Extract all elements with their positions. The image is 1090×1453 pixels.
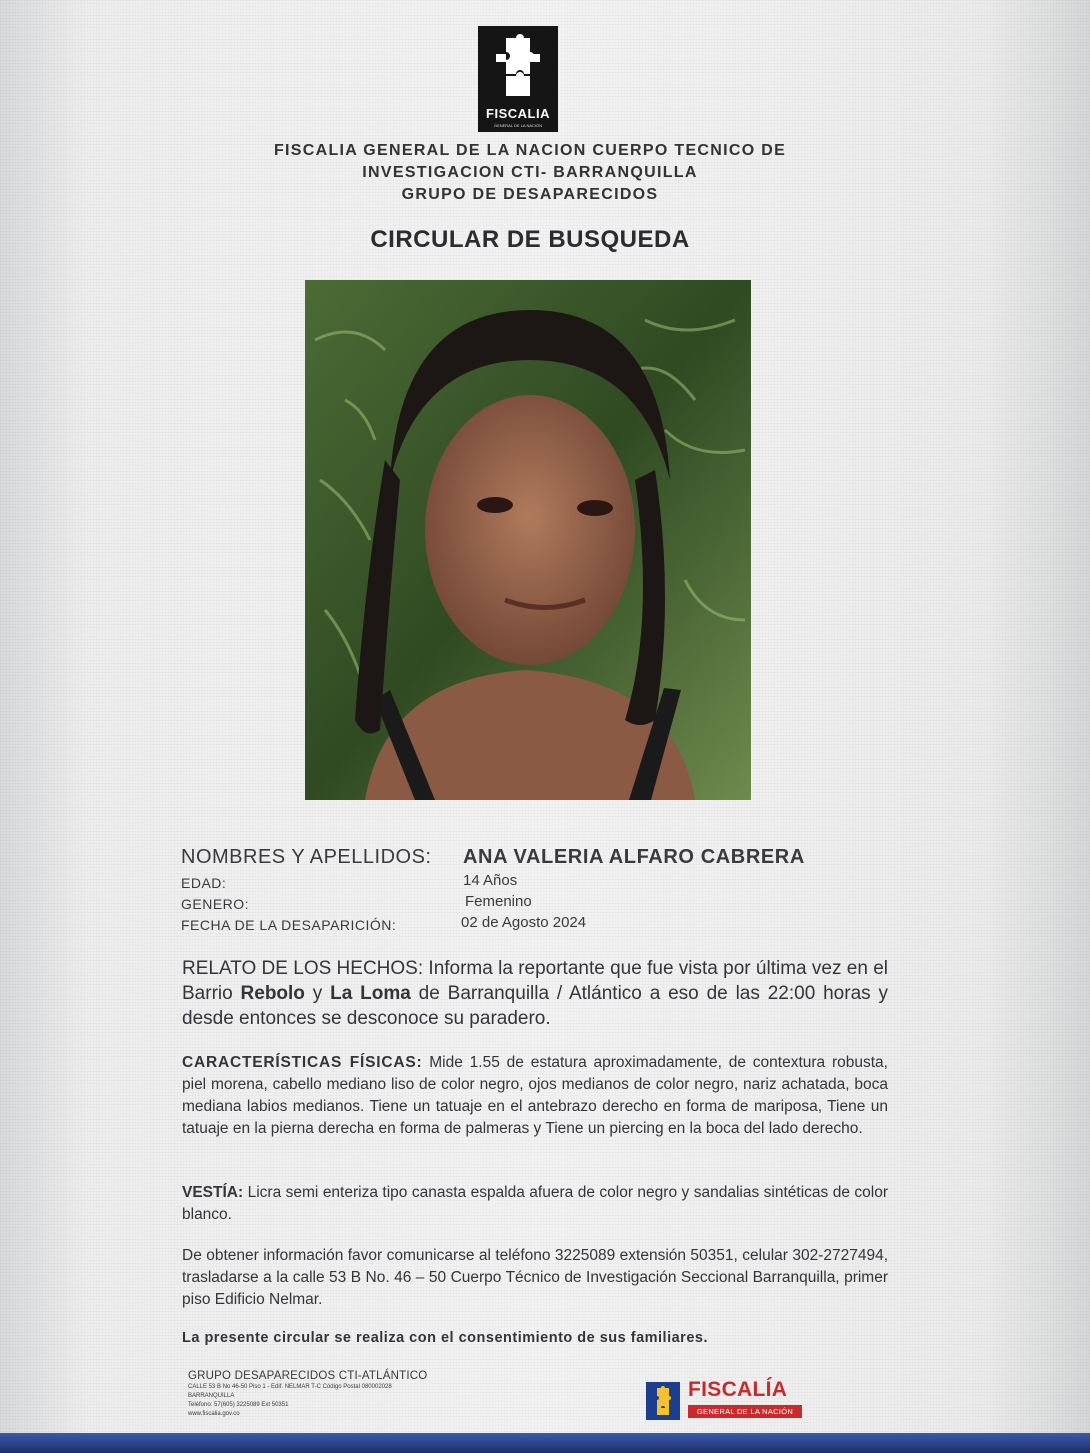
incident-text-b: y [304,983,331,1004]
age-row [181,872,881,893]
document-title: CIRCULAR DE BUSQUEDA [370,226,690,253]
puzzle-icon [646,1382,680,1420]
incident-label: RELATO DE LOS HECHOS: [182,958,424,979]
gender-value: Femenino [465,893,532,910]
date-row [181,914,881,935]
date-value: 02 de Agosto 2024 [461,914,587,931]
footer-fiscalia-logo [646,1378,806,1422]
footer-contact-block [188,1370,528,1418]
missing-person-photo [305,280,751,800]
header-line-1: FISCALIA GENERAL DE LA NACION CUERPO TECNICO DE [273,142,787,159]
incident-text-a: Informa la reportante que fue vista por última vez en el Barrio [182,958,888,1004]
name-value: ANA VALERIA ALFARO CABRERA [463,846,805,868]
footer-address: CALLE 53 B No 46-50 Piso 1 - Edif. NELMAR T-C Código Postal 080002028 [188,1384,392,1390]
fiscalia-logo [478,26,558,132]
gender-label: GENERO: [181,896,250,912]
institution-header [200,140,860,206]
physical-characteristics [182,1052,888,1140]
place-rebolo: Rebolo [240,983,305,1004]
contact-information: De obtener información favor comunicarse al teléfono 3225089 extensión 50351, celular 302-2727494, trasladarse a la calle 53 B No. 46 – 50 Cuerpo Técnico de Investigación Seccional Barranquilla, primer piso Edificio Nelmar. [182,1247,888,1308]
name-row [181,844,881,872]
person-details [181,844,881,935]
characteristics-label: CARACTERÍSTICAS FÍSICAS: [182,1054,423,1071]
logo-name: FISCALIA [486,106,550,121]
clothing-description [182,1182,888,1226]
screen-bottom-edge [0,1433,1090,1453]
logo-subtitle: GENERAL DE LA NACIÓN [493,123,543,128]
age-label: EDAD: [181,875,227,891]
date-label: FECHA DE LA DESAPARICIÓN: [181,917,397,933]
characteristics-text: Mide 1.55 de estatura aproximadamente, de contextura robusta, piel morena, cabello mediano liso de color negro, ojos medianos de color negro, nariz achatada, boca mediana labios medianos. Tiene un tatuaje en el antebrazo derecho en forma de mariposa, Tiene un tatuaje en la pierna derecha en forma de palmeras y Tiene un piercing en la boca del lado derecho. [182,1054,888,1137]
footer-logo-subtitle: GENERAL DE LA NACIÓN [688,1405,802,1418]
footer-group: GRUPO DESAPARECIDOS CTI-ATLÁNTICO [188,1370,428,1382]
clothing-text: Licra semi enteriza tipo canasta espalda afuera de color negro y sandalias sintéticas de color blanco. [182,1184,888,1223]
clothing-label: VESTÍA: [182,1184,244,1201]
name-label: NOMBRES Y APELLIDOS: [181,846,432,868]
header-line-3: GRUPO DE DESAPARECIDOS [401,186,659,203]
place-la-loma: La Loma [330,983,411,1004]
puzzle-icon [492,32,544,102]
gender-row [181,893,881,914]
incident-account [182,956,888,1031]
footer-phone: Teléfono: 57(605) 3225089 Ext 50351 [188,1402,289,1408]
header-line-2: INVESTIGACION CTI- BARRANQUILLA [362,164,698,181]
age-value: 14 Años [463,872,518,889]
footer-web: www.fiscalia.gov.co [188,1411,240,1417]
footer-logo-name: FISCALÍA [688,1378,788,1401]
family-consent-note: La presente circular se realiza con el consentimiento de sus familiares. [182,1330,708,1346]
incident-text-c: de Barranquilla / Atlántico a eso de las 22:00 horas y desde entonces se desconoce su paradero. [182,983,888,1029]
footer-city: BARRANQUILLA [188,1393,235,1399]
